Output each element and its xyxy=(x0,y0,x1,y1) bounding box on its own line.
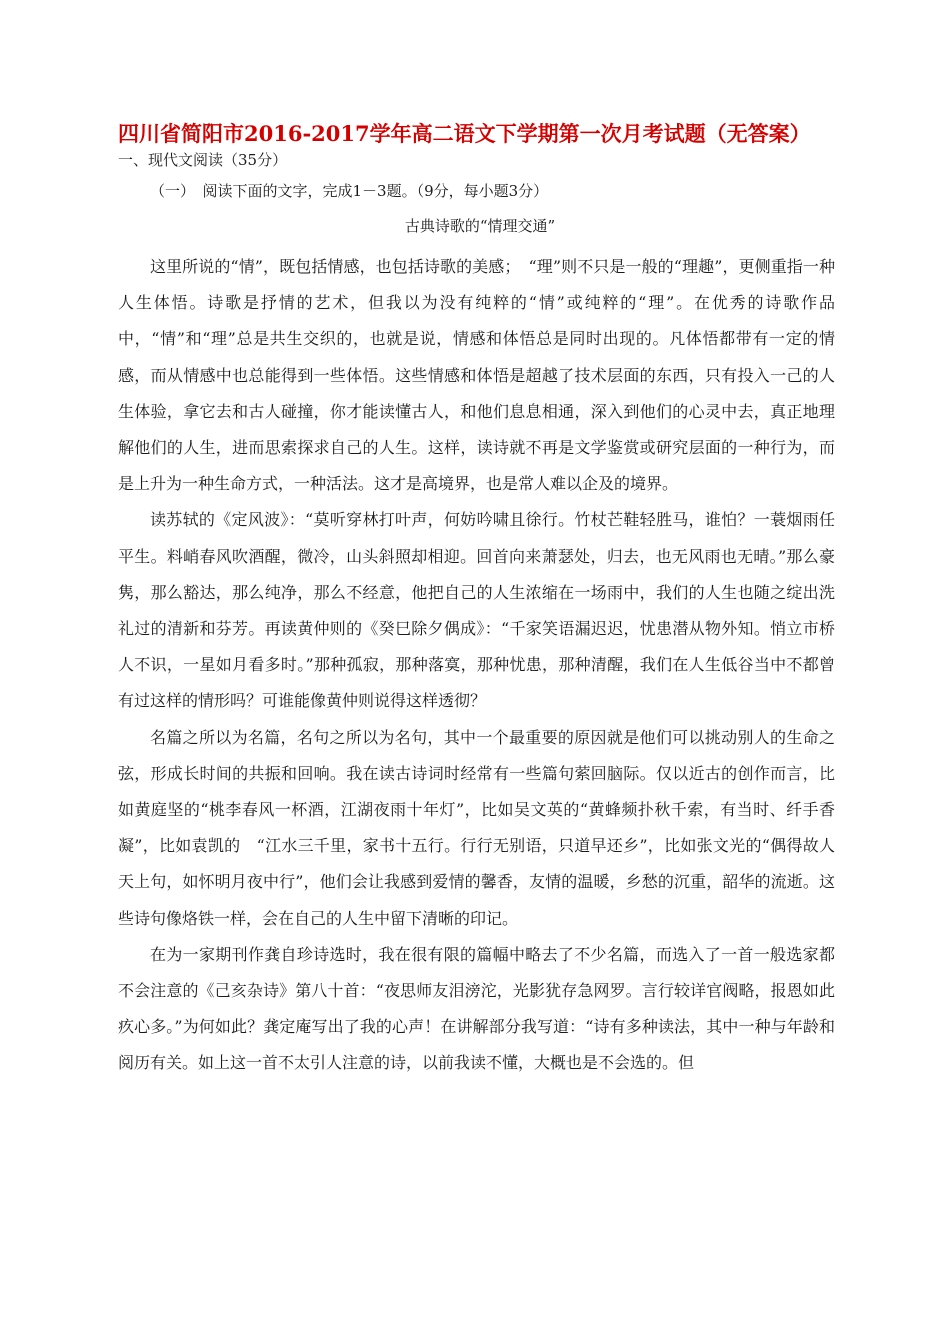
subsection-heading: （一） 阅读下面的文字，完成1－3题。（9分，每小题3分） xyxy=(150,182,549,200)
paragraph: 名篇之所以为名篇，名句之所以为名句，其中一个最重要的原因就是他们可以挑动别人的生命之弦，形成长时间的共振和回响。我在读古诗词时经常有一些篇句萦回脑际。仅以近古的创作而言，比如黄庭坚的“桃李春风一杯酒，江湖夜雨十年灯”，比如吴文英的“黄蜂频扑秋千索，有当时、纤手香凝”，比如袁凯的 “江水三千里，家书十五行。行行无别语，只道早还乡”，比如张文光的“偶得故人天上句，如怀明月夜中行”，他们会让我感到爱情的馨香，友情的温暖，乡愁的沉重，韶华的流逝。这些诗句像烙铁一样，会在自己的人生中留下清晰的印记。 xyxy=(118,727,835,928)
paragraph: 这里所说的“情”，既包括情感，也包括诗歌的美感； “理”则不只是一般的“理趣”，更侧重指一种人生体悟。诗歌是抒情的艺术，但我以为没有纯粹的“情”或纯粹的“理”。在优秀的诗歌作品中，“情”和“理”总是共生交织的，也就是说，情感和体悟总是同时出现的。凡体悟都带有一定的情感，而从情感中也总能得到一些体悟。这些情感和体悟是超越了技术层面的东西，只有投入一己的人生体验，拿它去和古人碰撞，你才能读懂古人，和他们息息相通，深入到他们的心灵中去，真正地理解他们的人生，进而思索探求自己的人生。这样，读诗就不再是文学鉴赏或研究层面的一种行为，而是上升为一种生命方式，一种活法。这才是高境界，也是常人难以企及的境界。 xyxy=(118,257,835,494)
paragraph: 读苏轼的《定风波》：“莫听穿林打叶声，何妨吟啸且徐行。竹杖芒鞋轻胜马，谁怕？一蓑烟雨任平生。料峭春风吹酒醒，微冷，山头斜照却相迎。回首向来萧瑟处，归去，也无风雨也无晴。”那么豪隽，那么豁达，那么纯净，那么不经意，他把自己的人生浓缩在一场雨中，我们的人生也随之绽出洗礼过的清新和芬芳。再读黄仲则的《癸巳除夕偶成》：“千家笑语漏迟迟，忧患潜从物外知。悄立市桥人不识，一星如月看多时。”那种孤寂，那种落寞，那种忧患，那种清醒，我们在人生低谷当中不都曾有过这样的情形吗？可谁能像黄仲则说得这样透彻？ xyxy=(118,510,835,711)
article-body xyxy=(118,249,835,1082)
document-title: 四川省简阳市2016-2017学年高二语文下学期第一次月考试题（无答案） xyxy=(118,121,811,146)
section-heading: 一、现代文阅读（35分） xyxy=(118,151,288,169)
article-title-row xyxy=(0,215,950,236)
paragraph: 在为一家期刊作龚自珍诗选时，我在很有限的篇幅中略去了不少名篇，而选入了一首一般选家都不会注意的《己亥杂诗》第八十首：“夜思师友泪滂沱，光影犹存急网罗。言行较详官阀略，报恩如此疚心多。”为何如此？龚定庵写出了我的心声！在讲解部分我写道：“诗有多种读法，其中一种与年龄和阅历有关。如上这一首不太引人注意的诗，以前我读不懂，大概也是不会选的。但 xyxy=(118,944,835,1073)
article-title: 古典诗歌的“情理交通” xyxy=(404,217,556,235)
